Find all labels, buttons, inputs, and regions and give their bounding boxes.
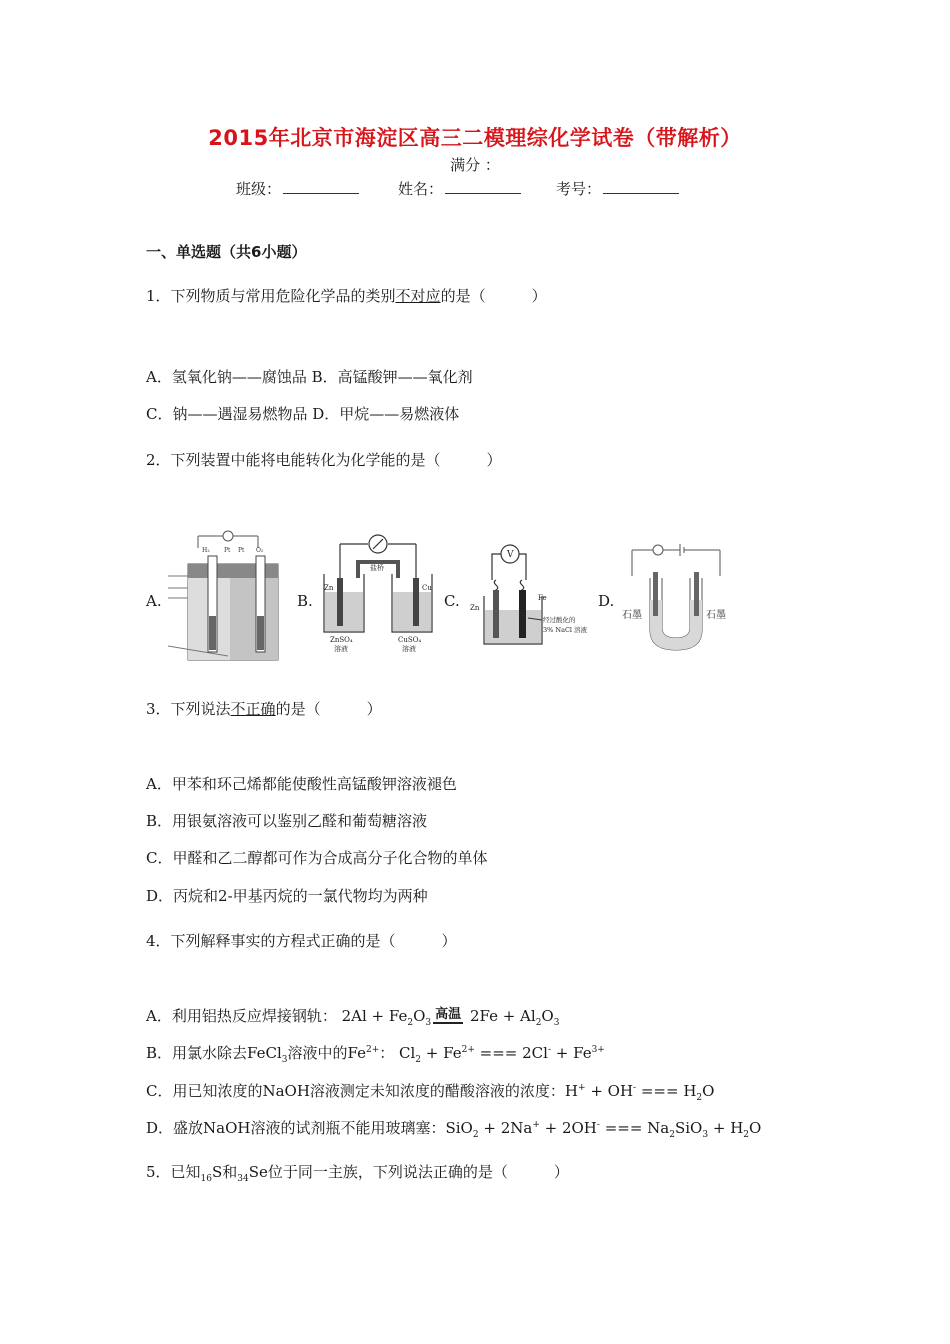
q2-label-b: B. bbox=[297, 592, 313, 610]
fig-b-salt-bridge: 盐桥 bbox=[370, 564, 384, 572]
q3-option-d: D．丙烷和2-甲基丙烷的一氯代物均为两种 bbox=[146, 887, 428, 905]
name-field bbox=[398, 178, 521, 199]
fig-c-zn: Zn bbox=[470, 604, 480, 612]
fig-a-label-h2: H₂ bbox=[202, 547, 210, 554]
q2-stem: 2．下列装置中能将电能转化为化学能的是（ bbox=[146, 451, 441, 469]
q1-suffix: 的是（ bbox=[440, 287, 486, 305]
fig-b-sol-right: 溶液 bbox=[402, 645, 416, 653]
q4-option-d: D．盛放NaOH溶液的试剂瓶不能用玻璃塞：SiO$_2$ + 2Na+ + 2OH- === $Na_2SiO_3 + H_2O$ bbox=[146, 1119, 762, 1140]
fig-c-note2: 3% NaCl 溶液 bbox=[543, 626, 588, 634]
fig-b-cuso4: CuSO₄ bbox=[398, 636, 422, 644]
q2-label-a: A. bbox=[146, 592, 162, 610]
apparatus-d-figure bbox=[622, 538, 734, 656]
q3-underline: 不正确 bbox=[230, 700, 276, 718]
fig-c-meter: V bbox=[507, 550, 514, 560]
fig-a-label-pt2: Pt bbox=[238, 547, 245, 554]
id-field bbox=[556, 178, 679, 199]
q3-prefix: 3．下列说法 bbox=[146, 700, 231, 718]
q1-prefix: 1．下列物质与常用危险化学品的类别 bbox=[146, 287, 396, 305]
q4-close: ） bbox=[441, 932, 457, 950]
class-blank bbox=[283, 179, 359, 194]
section-heading: 一、单选题（共6小题） bbox=[146, 243, 307, 261]
fig-c-note1: 经过酸化的 bbox=[543, 616, 576, 624]
q3-option-c: C．甲醛和乙二醇都可作为合成高分子化合物的单体 bbox=[146, 849, 488, 867]
fig-b-cu: Cu bbox=[422, 584, 432, 592]
q2-close: ） bbox=[486, 451, 502, 469]
fig-b-sol-left: 溶液 bbox=[334, 645, 348, 653]
fig-c-fe: Fe bbox=[538, 594, 547, 602]
q4-stem: 4．下列解释事实的方程式正确的是（ bbox=[146, 932, 396, 950]
apparatus-a-figure bbox=[168, 528, 288, 664]
q1-options-ab: A．氢氧化钠——腐蚀品 B．高锰酸钾——氧化剂 bbox=[146, 368, 473, 386]
question-5: 5．已知$_{16}$S和$_{34}$Se位于同一主族，下列说法正确的是（ ） bbox=[146, 1163, 569, 1184]
question-4 bbox=[146, 930, 457, 951]
question-1 bbox=[146, 285, 547, 306]
apparatus-c-figure bbox=[468, 540, 592, 650]
q2-label-d: D. bbox=[598, 592, 615, 610]
question-3 bbox=[146, 698, 382, 719]
q4-option-b: B．用氯水除去FeCl$_3$溶液中的$Fe^{2+}$： $Cl_2 + Fe^{2+}$ === $2Cl^- + Fe^{3+}$ bbox=[146, 1044, 605, 1065]
fig-b-zn: Zn bbox=[324, 584, 334, 592]
q4-condition: 高温 bbox=[433, 1003, 463, 1024]
name-blank bbox=[445, 179, 521, 194]
fig-b-znso4: ZnSO₄ bbox=[330, 636, 353, 644]
class-field bbox=[236, 178, 359, 199]
question-2 bbox=[146, 449, 502, 470]
q1-options-cd: C．钠——遇湿易燃物品 D．甲烷——易燃液体 bbox=[146, 405, 460, 423]
fig-d-right-label: 石墨 bbox=[706, 610, 726, 621]
q1-close: ） bbox=[531, 287, 547, 305]
q1-underline: 不对应 bbox=[395, 287, 441, 305]
class-label: 班级： bbox=[236, 180, 282, 198]
fig-a-label-pt1: Pt bbox=[224, 547, 231, 554]
apparatus-b-figure bbox=[318, 528, 438, 658]
score-label: 满分 ： bbox=[450, 156, 500, 174]
q3-suffix: 的是（ bbox=[275, 700, 321, 718]
page-title: 2015年北京市海淀区高三二模理综化学试卷（带解析） bbox=[208, 126, 742, 150]
id-blank bbox=[603, 179, 679, 194]
q3-close: ） bbox=[366, 700, 382, 718]
q2-label-c: C. bbox=[444, 592, 460, 610]
fig-a-label-o2: O₂ bbox=[256, 547, 264, 554]
q3-option-b: B．用银氨溶液可以鉴别乙醛和葡萄糖溶液 bbox=[146, 812, 428, 830]
fig-d-left-label: 石墨 bbox=[622, 610, 642, 621]
name-label: 姓名： bbox=[398, 180, 444, 198]
q4-option-c: C．用已知浓度的NaOH溶液测定未知浓度的醋酸溶液的浓度：H+ + OH- === $H_2O$ bbox=[146, 1082, 715, 1103]
q4-option-a: A．利用铝热反应焊接钢轨： $2Al + Fe_2O_3$高温 $2Fe + Al_2O_3$ bbox=[146, 1005, 559, 1028]
q3-option-a: A．甲苯和环己烯都能使酸性高锰酸钾溶液褪色 bbox=[146, 775, 457, 793]
id-label: 考号： bbox=[556, 180, 602, 198]
